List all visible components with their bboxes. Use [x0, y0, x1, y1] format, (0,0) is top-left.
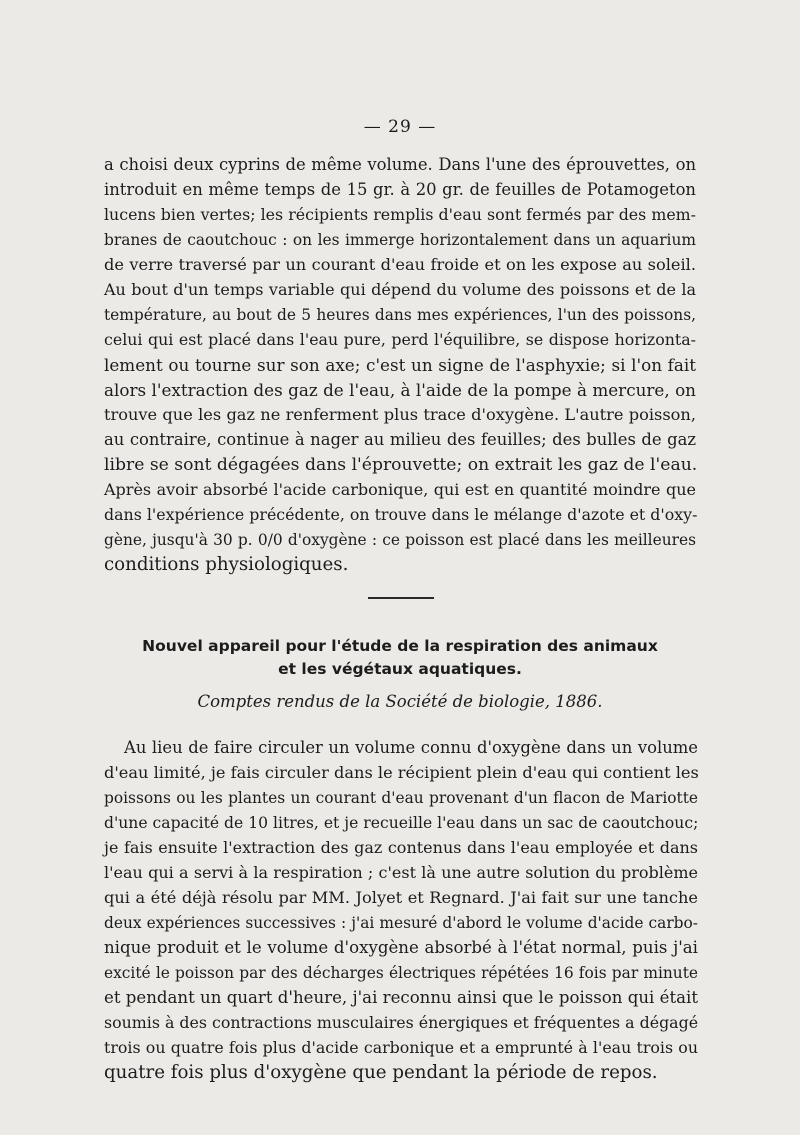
text-line: gène, jusqu'à 30 p. 0/0 d'oxygène : ce poisson est placé dans les meilleures — [104, 531, 696, 549]
text-line: deux expériences successives : j'ai mesuré d'abord le volume d'acide carbo- — [104, 914, 698, 932]
text-line: température, au bout de 5 heures dans mes expériences, l'un des poissons, — [104, 306, 696, 324]
text-line: d'eau limité, je fais circuler dans le récipient plein d'eau qui contient les — [104, 763, 699, 782]
text-line: dans l'expérience précédente, on trouve dans le mélange d'azote et d'oxy- — [104, 505, 698, 524]
text-line: alors l'extraction des gaz de l'eau, à l'aide de la pompe à mercure, on — [104, 380, 696, 400]
text-line: de verre traversé par un courant d'eau froide et on les expose au soleil. — [104, 255, 696, 274]
text-line: Au bout d'un temps variable qui dépend du volume des poissons et de la — [104, 280, 696, 299]
text-line: trois ou quatre fois plus d'acide carbonique et a emprunté à l'eau trois ou — [104, 1038, 698, 1057]
text-line: celui qui est placé dans l'eau pure, perd l'équilibre, se dispose horizonta- — [104, 330, 696, 349]
text-line: introduit en même temps de 15 gr. à 20 gr. de feuilles de Potamogeton — [104, 180, 696, 199]
text-line: lement ou tourne sur son axe; c'est un signe de l'asphyxie; si l'on fait — [104, 355, 696, 375]
text-line: trouve que les gaz ne renferment plus trace d'oxygène. L'autre poisson, — [104, 405, 696, 424]
text-line: quatre fois plus d'oxygène que pendant la période de repos. — [104, 1062, 658, 1083]
page-number: — 29 — — [363, 117, 437, 137]
text-line: Après avoir absorbé l'acide carbonique, qui est en quantité moindre que — [104, 480, 696, 499]
text-line: conditions physiologiques. — [104, 554, 349, 575]
text-line: libre se sont dégagées dans l'éprouvette; on extrait les gaz de l'eau. — [104, 455, 698, 475]
text-line: branes de caoutchouc : on les immerge horizontalement dans un aquarium — [104, 231, 696, 249]
text-line: Au lieu de faire circuler un volume connu d'oxygène dans un volume — [124, 738, 698, 757]
text-line: au contraire, continue à nager au milieu des feuilles; des bulles de gaz — [104, 430, 696, 449]
section-divider — [368, 597, 434, 599]
text-line: soumis à des contractions musculaires énergiques et fréquentes a dégagé — [104, 1013, 699, 1032]
text-line: a choisi deux cyprins de même volume. Dans l'une des éprouvettes, on — [104, 155, 696, 174]
section-title-line-1: Nouvel appareil pour l'étude de la respiration des animaux — [142, 637, 658, 655]
section-source: Comptes rendus de la Société de biologie, 1886. — [197, 692, 603, 711]
text-line: je fais ensuite l'extraction des gaz contenus dans l'eau employée et dans — [104, 838, 698, 857]
section-title-line-2: et les végétaux aquatiques. — [278, 660, 522, 678]
text-line: d'une capacité de 10 litres, et je recueille l'eau dans un sac de caoutchouc; — [104, 814, 699, 832]
text-line: l'eau qui a servi à la respiration ; c'est là une autre solution du problème — [104, 863, 698, 882]
text-line: et pendant un quart d'heure, j'ai reconnu ainsi que le poisson qui était — [104, 988, 698, 1007]
text-line: lucens bien vertes; les récipients remplis d'eau sont fermés par des mem- — [104, 205, 696, 224]
text-line: nique produit et le volume d'oxygène absorbé à l'état normal, puis j'ai — [104, 938, 698, 957]
text-line: qui a été déjà résolu par MM. Jolyet et Regnard. J'ai fait sur une tanche — [104, 888, 698, 907]
text-line: excité le poisson par des décharges électriques répétées 16 fois par minute — [104, 964, 698, 982]
text-line: poissons ou les plantes un courant d'eau provenant d'un flacon de Mariotte — [104, 789, 698, 807]
